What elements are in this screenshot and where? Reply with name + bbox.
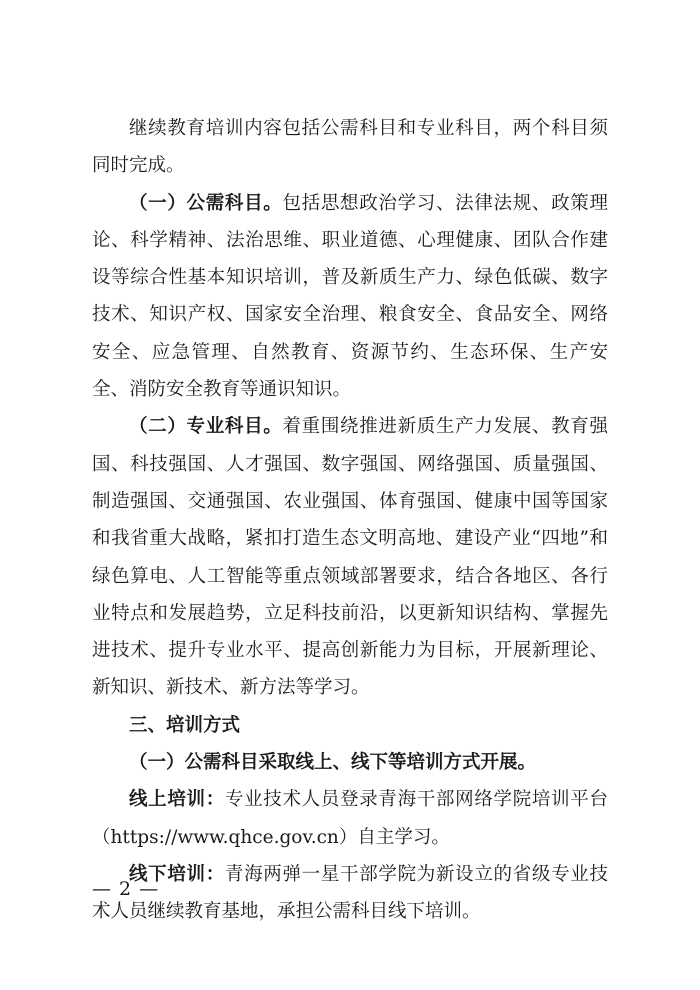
method-public-paragraph: （一）公需科目采取线上、线下等培训方式开展。 bbox=[129, 752, 537, 774]
online-training-text: 专业技术人员登录青海干部网络学院培训平台（https://www.qhce.gov.cn）自主学习。 bbox=[92, 789, 608, 848]
professional-subjects-paragraph bbox=[92, 408, 608, 706]
offline-training-text: 青海两弹一星干部学院为新设立的省级专业技术人员继续教育基地，承担公需科目线下培训。 bbox=[92, 863, 608, 923]
online-training-paragraph bbox=[92, 781, 608, 856]
page-number: — 2 — bbox=[92, 878, 160, 900]
professional-subjects-label: （二）专业科目。 bbox=[129, 416, 283, 438]
professional-subjects-text: 着重围绕推进新质生产力发展、教育强国、科技强国、人才强国、数字强国、网络强国、质量强国、制造强国、交通强国、农业强国、体育强国、健康中国等国家和我省重大战略，紧扣打造生态文明高地、建设产业“四地”和绿色算电、人工智能等重点领域部署要求，结合各地区、各行业特点和发展趋势，立足科技前沿，以更新知识结构、掌握先进技术、提升专业水平、提高创新能力为目标，开展新理论、新知识、新技术、新方法等学习。 bbox=[92, 416, 608, 699]
intro-paragraph: 继续教育培训内容包括公需科目和专业科目，两个科目须同时完成。 bbox=[92, 118, 608, 177]
online-training-label: 线上培训： bbox=[129, 789, 225, 811]
public-subjects-text: 包括思想政治学习、法律法规、政策理论、科学精神、法治思维、职业道德、心理健康、团队合作建设等综合性基本知识培训，普及新质生产力、绿色低碳、数字技术、知识产权、国家安全治理、粮食安全、食品安全、网络安全、应急管理、自然教育、资源节约、生态环保、生产安全、消防安全教育等通识知识。 bbox=[92, 192, 608, 401]
training-method-heading: 三、培训方式 bbox=[129, 714, 241, 736]
public-subjects-label: （一）公需科目。 bbox=[129, 192, 283, 214]
offline-training-label: 线下培训： bbox=[129, 863, 225, 885]
offline-training-paragraph bbox=[92, 856, 608, 931]
public-subjects-paragraph bbox=[92, 185, 608, 409]
document-body bbox=[92, 110, 608, 931]
